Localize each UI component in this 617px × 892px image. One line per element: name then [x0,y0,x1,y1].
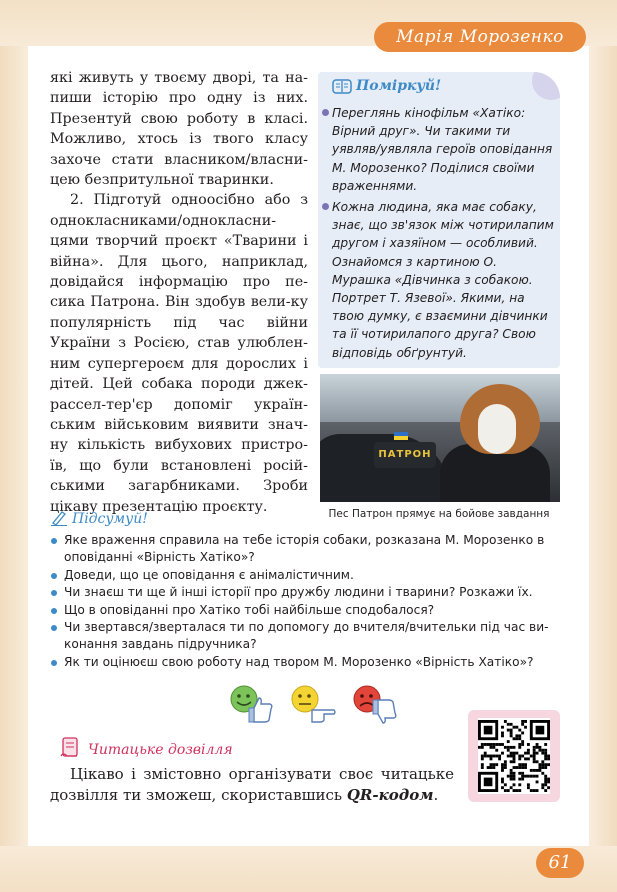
reading-text-qr-word: QR-кодом [346,786,434,804]
think-box [318,72,560,368]
question-item: Доведи, що це оповідання є анімалістичним. [50,567,562,584]
question-item: Чи знаєш ти ще й інші історії про дружбу людини і тварини? Розкажи їх. [50,584,562,601]
think-item-1-text: Переглянь кінофільм «Хатіко: Вірний друг». Чи такими ти уявляв/уявляла героїв оповідання М. Морозенко? Поділися своїми враженнями. [332,106,553,193]
decorative-frame-left [0,46,28,846]
main-text [50,68,308,517]
neutral-pointing-icon [290,684,336,724]
dog-vest-label: ПАТРОН [374,442,436,468]
question-item: Що в оповіданні про Хатіко тобі найбільше сподобалося? [50,602,562,619]
question-item: Яке враження справила на тебе історія собаки, розказана М. Морозенко в оповіданні «Вірність Хатіко»? [50,532,562,567]
think-box-title [332,78,441,94]
reading-text-end: . [433,786,439,804]
photo-caption: Пес Патрон прямує на бойове завдання [328,508,550,520]
question-item: Чи звертався/зверталася ти по допомогу до вчителя/вчительки під час ви-конання завдань підручника? [50,619,562,654]
paragraph-2: 2. Підготуй одноосібно або з однокласниками/однокласни-цями творчий проєкт «Тварини і війна». Для цього, наприклад, довідайся інформацію про пе-сика Патрона. Він здобув вели-ку популярність під час війни України з Росією, став улюблен-ним супергероєм для дорослих і дітей. Цей собака породи джек-рассел-тер'єр допоміг україн-ським військовим виявити знач-ну кількість вибухових пристро-їв, що були встановлені росій-ськими загарбниками. Зроби цікаву презентацію проєкту. [50,192,308,515]
paragraph-1: які живуть у твоєму дворі, та на-пиши історію про одну із них. Презентуй свою роботу в класі. Можливо, хтось із твого класу захоче стати власником/власни-цею безпритульної тваринки. [50,70,308,189]
reading-leisure-title-text: Читацьке дозвілля [88,742,233,758]
bullet-dot [322,203,329,210]
summary-title [50,510,148,527]
question-item: Як ти оцінюєш свою роботу над твором М. Морозенко «Вірність Хатіко»? [50,654,562,671]
qr-code-pattern [478,718,550,794]
page-number: 61 [536,848,584,878]
reading-text-main: Цікаво і змістовно організувати своє читацьке дозвілля ти зможеш, скориставшись [50,765,454,804]
qr-code-image [478,718,550,794]
scroll-icon [58,736,82,760]
think-box-title-text: Поміркуй! [356,78,442,94]
think-item-1 [332,104,554,195]
summary-questions [50,532,562,671]
qr-code[interactable] [468,710,560,802]
summary-title-text: Підсумуй! [72,511,148,527]
sad-thumbs-down-icon [352,684,398,724]
open-book-icon [332,78,352,94]
pen-writing-icon [50,510,68,526]
reading-leisure-text [50,764,454,806]
photo-dog-face [478,404,516,454]
ukraine-flag-patch [394,432,408,440]
bullet-dot [322,109,329,116]
decorative-frame-right [589,46,617,846]
think-box-corner [532,72,560,100]
think-item-2-text: Кожна людина, яка має собаку, знає, що зв'язок між чотирилапим другом і хазяїном — особливий. Ознайомся з картиною О. Мурашка «Дівчинка з собакою. Портрет Т. Язевої». Якими, на твою думку, є взаємини дівчинки та її чотирилапого друга? Свою відповідь обґрунтуй. [332,200,554,360]
patron-dog-photo [320,374,560,502]
reading-leisure-title [58,736,233,760]
decorative-frame-bottom [0,846,617,892]
author-header: Марія Морозенко [374,22,586,52]
smile-thumbs-up-icon [228,684,274,724]
think-item-2 [332,198,554,362]
